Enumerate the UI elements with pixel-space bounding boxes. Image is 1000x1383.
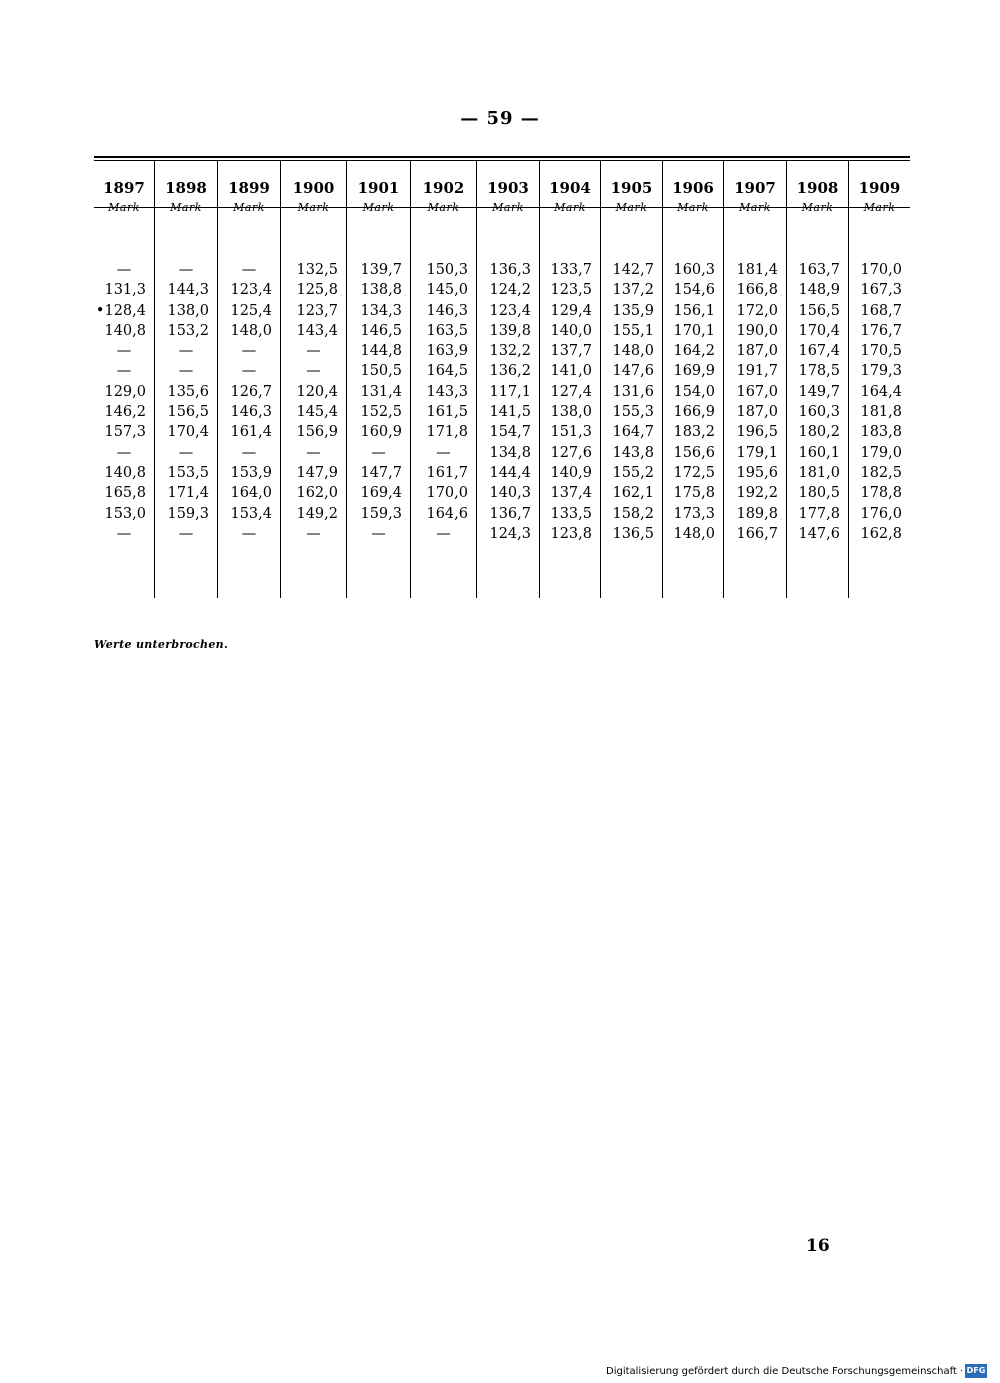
table-cell: 144,3 xyxy=(167,282,209,299)
table-cell: 140,9 xyxy=(550,464,592,481)
unit-label: Mark xyxy=(362,201,395,214)
table-cell: 131,3 xyxy=(104,282,146,299)
table-cell: 155,3 xyxy=(612,404,654,421)
table-cell: 153,4 xyxy=(230,505,272,522)
table-cell: 148,9 xyxy=(798,282,840,299)
year-label: 1907 xyxy=(734,179,776,197)
table-cell: — xyxy=(178,444,194,461)
table-cell: 151,3 xyxy=(550,424,592,441)
table-cell: — xyxy=(178,525,194,542)
unit-label: Mark xyxy=(108,201,140,214)
table-cell: 146,5 xyxy=(360,322,402,339)
table-column xyxy=(94,208,154,598)
year-label: 1908 xyxy=(796,179,839,197)
table-cell: — xyxy=(241,444,257,461)
year-label: 1903 xyxy=(487,179,529,197)
table-cell: 145,0 xyxy=(426,282,468,299)
table-cell: 150,3 xyxy=(426,262,468,278)
unit-label: Mark xyxy=(801,201,834,214)
table-cell: 159,3 xyxy=(360,505,402,522)
year-label: 1902 xyxy=(422,179,465,197)
table-cell: 135,9 xyxy=(612,302,654,319)
unit-label: Mark xyxy=(492,201,524,214)
unit-label: Mark xyxy=(615,201,648,214)
table-cell: 191,7 xyxy=(736,363,778,380)
table-cell: 154,0 xyxy=(673,383,715,400)
table-cell: 127,4 xyxy=(550,383,592,400)
table-cell: 141,0 xyxy=(550,363,592,380)
table-top-rule xyxy=(94,156,910,158)
table-cell: 164,7 xyxy=(612,424,654,441)
table-cell: 143,8 xyxy=(612,444,654,461)
table-cell: 138,0 xyxy=(167,302,209,319)
table-cell: — xyxy=(116,525,132,542)
table-cell: 183,8 xyxy=(860,424,902,441)
table-cell: — xyxy=(241,262,257,278)
table-cell: 169,9 xyxy=(673,363,715,380)
table-cell: 162,8 xyxy=(860,525,902,542)
table-cell: 153,5 xyxy=(167,464,209,481)
table-cell: 136,7 xyxy=(489,505,531,522)
table-cell: 133,7 xyxy=(550,262,592,278)
header-cell xyxy=(154,161,217,214)
table-cell: 139,8 xyxy=(489,322,531,339)
year-label: 1904 xyxy=(549,179,591,197)
table-cell: 161,5 xyxy=(426,404,468,421)
table-cell: 187,0 xyxy=(736,404,778,421)
table-cell: 196,5 xyxy=(736,424,778,441)
table-cell: 117,1 xyxy=(489,383,531,400)
table-cell: 124,2 xyxy=(489,282,531,299)
table-cell: 132,2 xyxy=(489,343,531,360)
table-cell: 163,5 xyxy=(426,322,468,339)
table-cell: 181,8 xyxy=(860,404,902,421)
table-cell: — xyxy=(371,444,386,461)
year-label: 1898 xyxy=(165,179,207,197)
unit-label: Mark xyxy=(863,201,896,214)
page-number: — 59 — xyxy=(460,108,540,129)
table-cell: 123,4 xyxy=(230,282,272,299)
table-cell: 140,8 xyxy=(104,322,146,339)
table-cell: 160,9 xyxy=(360,424,402,441)
table-cell: 145,4 xyxy=(296,404,338,421)
table-cell: 155,2 xyxy=(612,464,654,481)
table-cell: 123,4 xyxy=(489,302,531,319)
table-cell: 127,6 xyxy=(550,444,592,461)
unit-label: Mark xyxy=(677,201,709,214)
table-cell: — xyxy=(116,343,132,360)
table-cell: — xyxy=(371,525,386,542)
digitization-credit: Digitalisierung gefördert durch die Deutsche Forschungsgemeinschaft · xyxy=(606,1366,964,1377)
table-column xyxy=(723,208,786,598)
table-cell: 154,6 xyxy=(673,282,715,299)
year-label: 1909 xyxy=(858,179,901,197)
table-cell: 137,2 xyxy=(612,282,654,299)
header-cell xyxy=(217,161,280,214)
table-cell: 120,4 xyxy=(296,383,338,400)
table-cell: 138,8 xyxy=(360,282,402,299)
table-cell: 160,1 xyxy=(798,444,840,461)
year-label: 1897 xyxy=(103,179,145,197)
table-cell: 160,3 xyxy=(673,262,715,278)
table-cell: 156,5 xyxy=(167,404,209,421)
table-cell: 141,5 xyxy=(489,404,531,421)
header-cell xyxy=(539,161,600,214)
table-cell: 178,5 xyxy=(798,363,840,380)
table-cell: 182,5 xyxy=(860,464,902,481)
table-cell: 156,1 xyxy=(673,302,715,319)
table-cell: 179,3 xyxy=(860,363,902,380)
header-cell xyxy=(410,161,476,214)
table-cell: 159,3 xyxy=(167,505,209,522)
table-cell: •128,4 xyxy=(95,302,146,319)
header-cell xyxy=(723,161,786,214)
table-cell: 164,4 xyxy=(860,383,902,400)
table-cell: 176,7 xyxy=(860,322,902,339)
table-cell: 146,3 xyxy=(230,404,272,421)
sheet-signature: 16 xyxy=(806,1236,830,1256)
table-cell: — xyxy=(178,343,194,360)
table-cell: 140,0 xyxy=(550,322,592,339)
table-cell: 134,8 xyxy=(489,444,531,461)
table-cell: 149,7 xyxy=(798,383,840,400)
unit-label: Mark xyxy=(233,201,265,214)
table-cell: 163,7 xyxy=(798,262,840,278)
table-cell: 126,7 xyxy=(230,383,272,400)
table-cell: 189,8 xyxy=(736,505,778,522)
table-cell: — xyxy=(116,262,132,278)
table-cell: 164,2 xyxy=(673,343,715,360)
table-cell: 149,2 xyxy=(296,505,338,522)
table-cell: 148,0 xyxy=(612,343,654,360)
table-cell: 170,0 xyxy=(426,485,468,502)
table-header-row xyxy=(94,161,910,214)
table-cell: 140,8 xyxy=(104,464,146,481)
table-cell: 156,5 xyxy=(798,302,840,319)
table-column xyxy=(600,208,662,598)
table-cell: 144,4 xyxy=(489,464,531,481)
table-cell: 156,9 xyxy=(296,424,338,441)
table-cell: 171,4 xyxy=(167,485,209,502)
table-cell: 137,7 xyxy=(550,343,592,360)
table-cell: — xyxy=(116,444,132,461)
table-cell: 154,7 xyxy=(489,424,531,441)
year-label: 1899 xyxy=(228,179,270,197)
table-cell: 131,4 xyxy=(360,383,402,400)
year-label: 1901 xyxy=(357,179,400,197)
table-cell: 157,3 xyxy=(104,424,146,441)
table-column xyxy=(410,208,476,598)
table-cell: 177,8 xyxy=(798,505,840,522)
table-cell: 135,6 xyxy=(167,383,209,400)
table-cell: — xyxy=(241,363,257,380)
table-cell: 150,5 xyxy=(360,363,402,380)
table-cell: 152,5 xyxy=(360,404,402,421)
table-cell: — xyxy=(241,343,257,360)
table-cell: 180,5 xyxy=(798,485,840,502)
table-cell: 161,4 xyxy=(230,424,272,441)
table-cell: 134,3 xyxy=(360,302,402,319)
table-column xyxy=(346,208,410,598)
table-column xyxy=(217,208,280,598)
header-cell xyxy=(600,161,662,214)
table-cell: 148,0 xyxy=(230,322,272,339)
table-cell: 167,0 xyxy=(736,383,778,400)
header-cell xyxy=(786,161,848,214)
table-cell: 162,1 xyxy=(612,485,654,502)
year-label: 1900 xyxy=(292,179,335,197)
table-cell: 190,0 xyxy=(736,322,778,339)
table-cell: 147,9 xyxy=(296,464,338,481)
table-column xyxy=(154,208,217,598)
table-cell: 172,0 xyxy=(736,302,778,319)
table-cell: 147,7 xyxy=(360,464,402,481)
table-cell: 125,4 xyxy=(230,302,272,319)
table-cell: — xyxy=(178,363,194,380)
table-cell: 124,3 xyxy=(489,525,531,542)
table-cell: 187,0 xyxy=(736,343,778,360)
table-cell: 179,1 xyxy=(736,444,778,461)
table-column xyxy=(280,208,346,598)
table-cell: 143,4 xyxy=(296,322,338,339)
table-cell: 163,9 xyxy=(426,343,468,360)
table-cell: 136,5 xyxy=(612,525,654,542)
table-cell: 136,3 xyxy=(489,262,531,278)
table-cell: — xyxy=(306,444,321,461)
table-cell: 181,4 xyxy=(736,262,778,278)
table-column xyxy=(539,208,600,598)
table-cell: — xyxy=(178,262,194,278)
table-cell: 160,3 xyxy=(798,404,840,421)
table-cell: 139,7 xyxy=(360,262,402,278)
unit-label: Mark xyxy=(427,201,460,214)
table-cell: 167,4 xyxy=(798,343,840,360)
table-cell: 142,7 xyxy=(612,262,654,278)
table-cell: 195,6 xyxy=(736,464,778,481)
table-cell: 125,8 xyxy=(296,282,338,299)
footnote: Werte unterbrochen. xyxy=(94,638,229,651)
table-cell: 153,2 xyxy=(167,322,209,339)
table-cell: 123,8 xyxy=(550,525,592,542)
header-cell xyxy=(476,161,539,214)
table-cell: 164,5 xyxy=(426,363,468,380)
table-cell: 123,5 xyxy=(550,282,592,299)
table-cell: 170,0 xyxy=(860,262,902,278)
table-cell: 170,4 xyxy=(167,424,209,441)
table-column xyxy=(848,208,910,598)
table-cell: 172,5 xyxy=(673,464,715,481)
table-cell: 181,0 xyxy=(798,464,840,481)
table-cell: 132,5 xyxy=(296,262,338,278)
table-cell: 129,4 xyxy=(550,302,592,319)
price-table xyxy=(94,156,910,598)
dfg-logo: DFG xyxy=(965,1364,987,1378)
table-cell: 148,0 xyxy=(673,525,715,542)
table-cell: 158,2 xyxy=(612,505,654,522)
table-cell: 162,0 xyxy=(296,485,338,502)
unit-label: Mark xyxy=(739,201,771,214)
table-cell: 192,2 xyxy=(736,485,778,502)
unit-label: Mark xyxy=(170,201,202,214)
table-cell: 161,7 xyxy=(426,464,468,481)
table-cell: — xyxy=(436,444,451,461)
table-cell: — xyxy=(306,343,321,360)
table-cell: 146,3 xyxy=(426,302,468,319)
table-cell: 183,2 xyxy=(673,424,715,441)
table-cell: — xyxy=(241,525,257,542)
header-cell xyxy=(94,161,154,214)
table-cell: 146,2 xyxy=(104,404,146,421)
table-cell: 136,2 xyxy=(489,363,531,380)
table-cell: 167,3 xyxy=(860,282,902,299)
table-cell: 153,9 xyxy=(230,464,272,481)
table-cell: 170,1 xyxy=(673,322,715,339)
table-column xyxy=(662,208,723,598)
header-cell xyxy=(662,161,723,214)
table-cell: 153,0 xyxy=(104,505,146,522)
table-cell: — xyxy=(116,363,132,380)
table-cell: 133,5 xyxy=(550,505,592,522)
table-cell: 176,0 xyxy=(860,505,902,522)
table-cell: 166,8 xyxy=(736,282,778,299)
table-cell: 178,8 xyxy=(860,485,902,502)
table-column xyxy=(476,208,539,598)
table-cell: 165,8 xyxy=(104,485,146,502)
table-cell: 147,6 xyxy=(612,363,654,380)
table-cell: 166,9 xyxy=(673,404,715,421)
table-cell: — xyxy=(306,363,321,380)
table-cell: 129,0 xyxy=(104,383,146,400)
table-cell: 137,4 xyxy=(550,485,592,502)
table-cell: 171,8 xyxy=(426,424,468,441)
unit-label: Mark xyxy=(554,201,586,214)
table-cell: 168,7 xyxy=(860,302,902,319)
year-label: 1905 xyxy=(610,179,653,197)
table-cell: 156,6 xyxy=(673,444,715,461)
header-cell xyxy=(280,161,346,214)
table-cell: 140,3 xyxy=(489,485,531,502)
table-cell: 144,8 xyxy=(360,343,402,360)
table-cell: — xyxy=(436,525,451,542)
header-cell xyxy=(848,161,910,214)
table-cell: 180,2 xyxy=(798,424,840,441)
table-cell: 131,6 xyxy=(612,383,654,400)
table-cell: 169,4 xyxy=(360,485,402,502)
table-cell: 155,1 xyxy=(612,322,654,339)
table-cell: 164,6 xyxy=(426,505,468,522)
table-cell: 164,0 xyxy=(230,485,272,502)
table-cell: 147,6 xyxy=(798,525,840,542)
table-body xyxy=(94,208,910,598)
table-cell: 123,7 xyxy=(296,302,338,319)
table-column xyxy=(786,208,848,598)
table-cell: 170,5 xyxy=(860,343,902,360)
table-cell: 175,8 xyxy=(673,485,715,502)
year-label: 1906 xyxy=(672,179,714,197)
table-cell: 173,3 xyxy=(673,505,715,522)
table-cell: — xyxy=(306,525,321,542)
header-cell xyxy=(346,161,410,214)
table-cell: 170,4 xyxy=(798,322,840,339)
table-cell: 143,3 xyxy=(426,383,468,400)
table-cell: 138,0 xyxy=(550,404,592,421)
unit-label: Mark xyxy=(297,201,330,214)
table-cell: 166,7 xyxy=(736,525,778,542)
table-cell: 179,0 xyxy=(860,444,902,461)
